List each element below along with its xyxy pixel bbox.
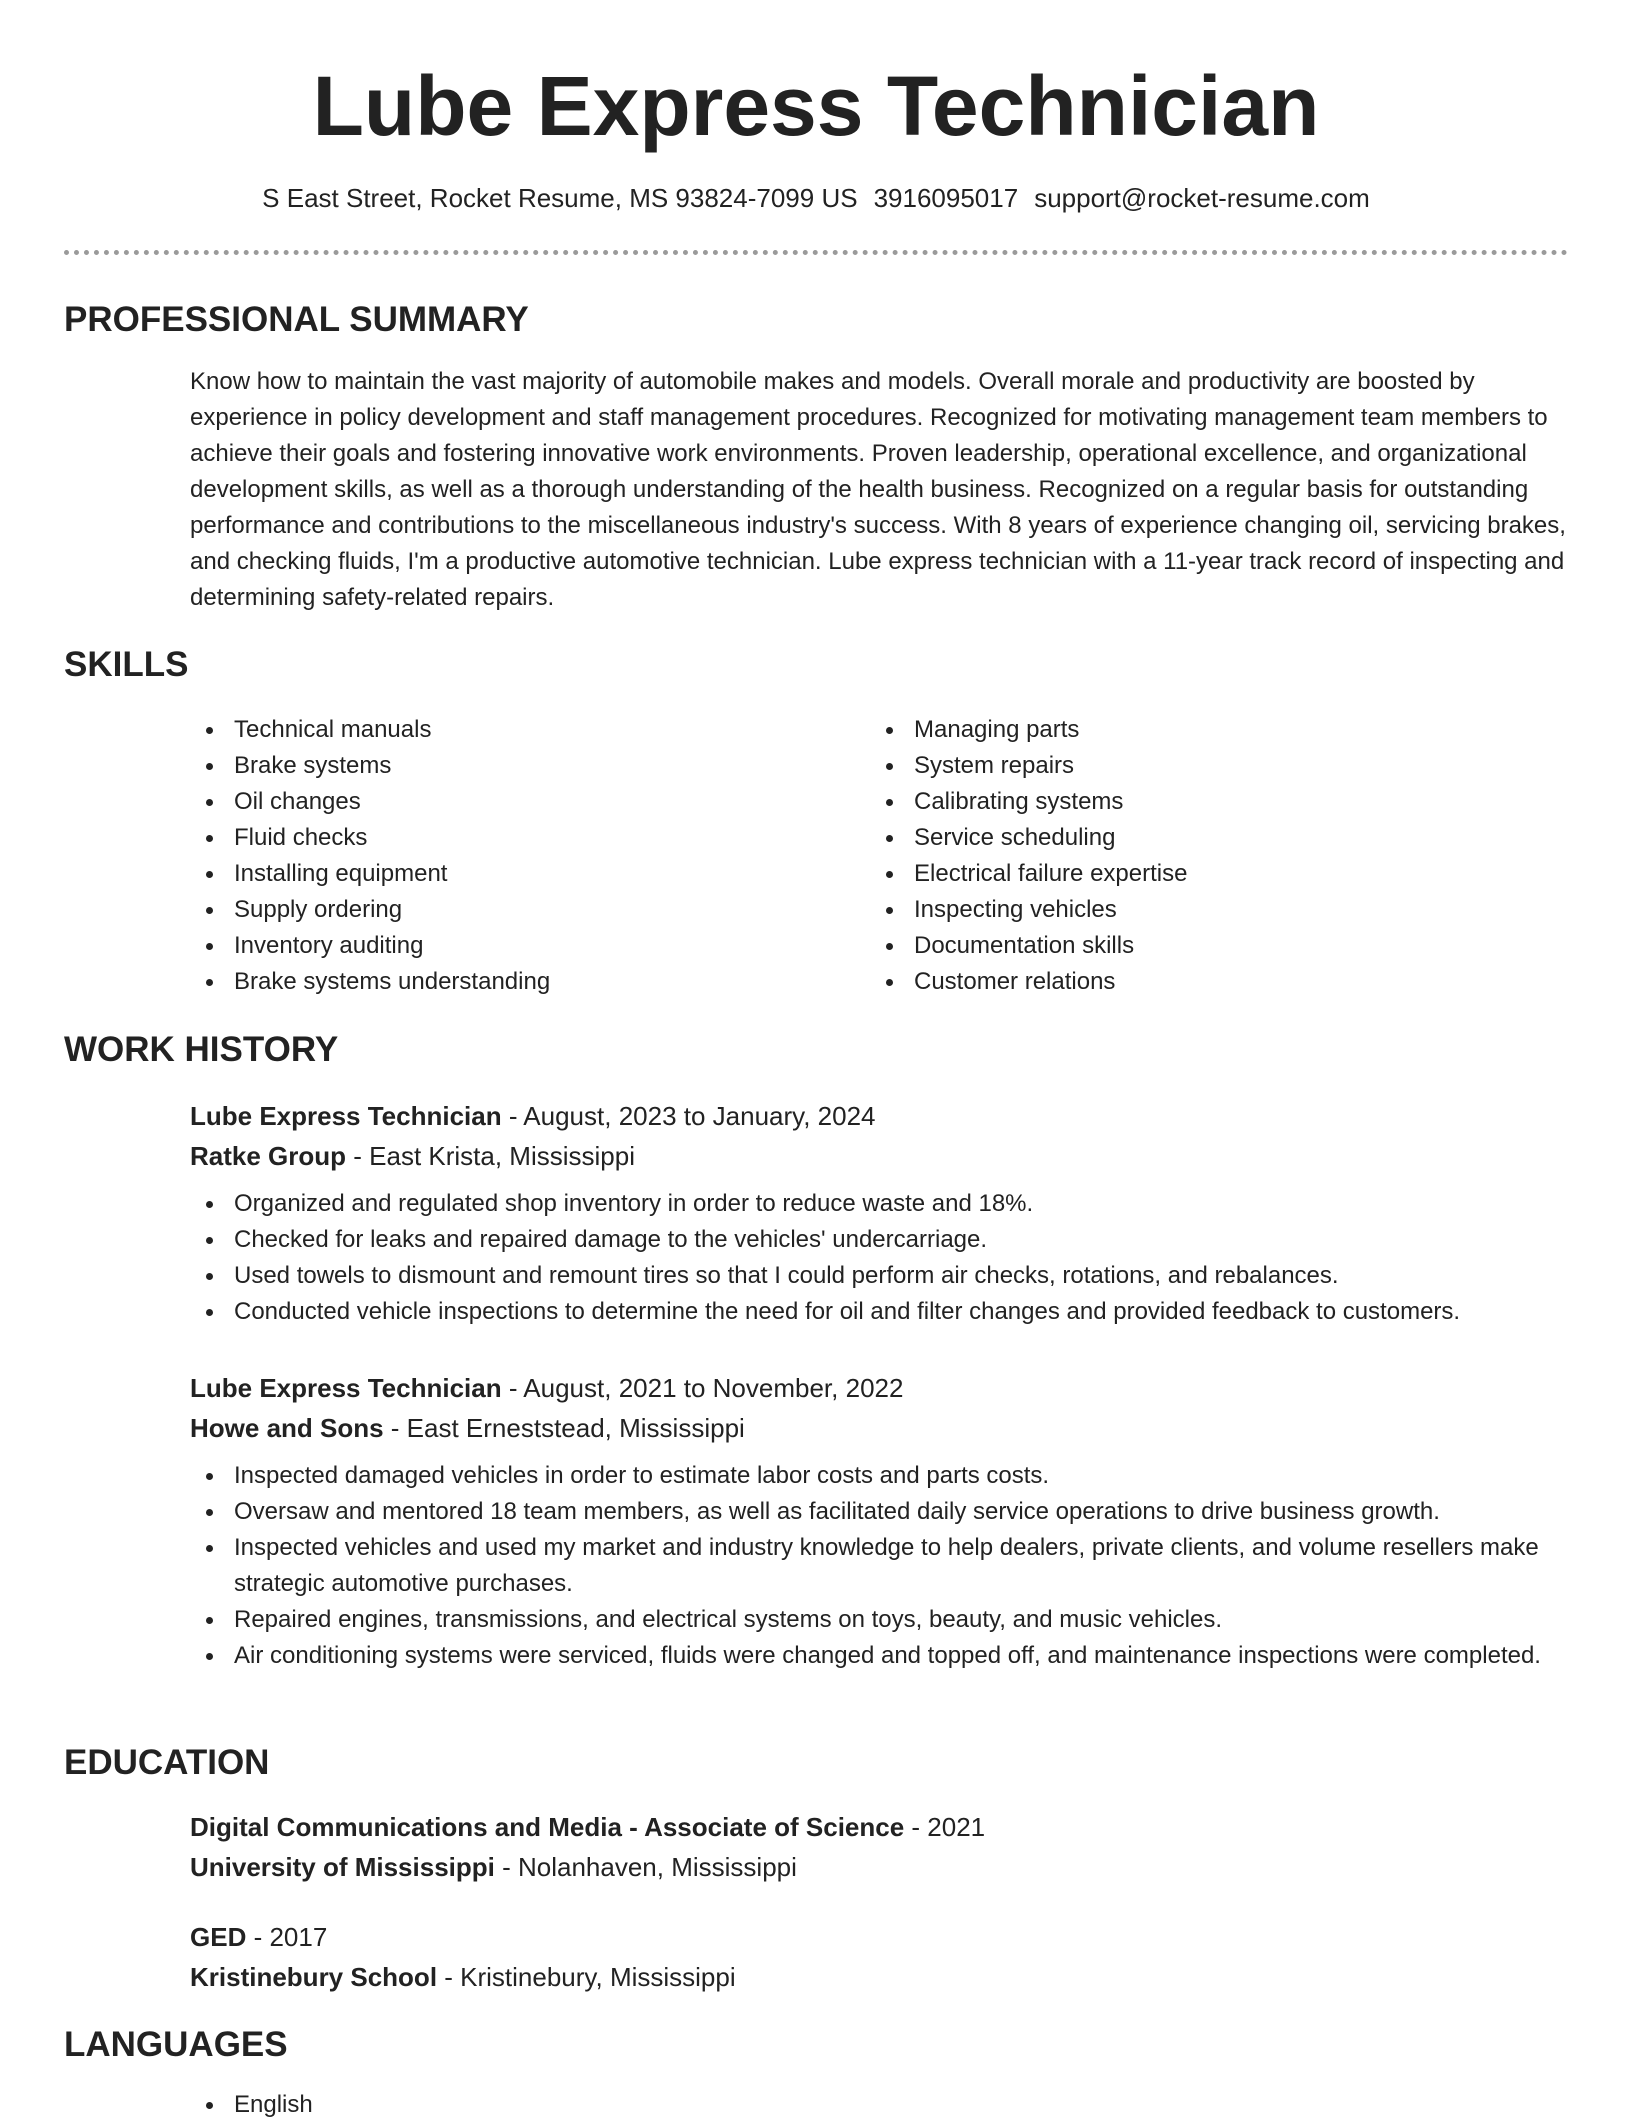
- skill-item: Documentation skills: [870, 928, 1470, 964]
- job-bullet: Conducted vehicle inspections to determine the need for oil and filter changes and provided feedback to customers.: [190, 1294, 1568, 1330]
- skill-item: Customer relations: [870, 964, 1470, 1000]
- education-school: University of Mississippi: [190, 1852, 495, 1882]
- job-title-line: [190, 1368, 1568, 1408]
- education-degree-line: [190, 1917, 1568, 1957]
- contact-email: support@rocket-resume.com: [1034, 183, 1370, 213]
- education-degree-line: [190, 1807, 1568, 1847]
- skill-item: Service scheduling: [870, 820, 1470, 856]
- contact-address: S East Street, Rocket Resume, MS 93824-7099 US: [262, 183, 858, 213]
- skill-item: Technical manuals: [190, 712, 790, 748]
- section-heading-summary: PROFESSIONAL SUMMARY: [64, 300, 529, 339]
- education-year: - 2021: [904, 1812, 986, 1842]
- language-item: English: [190, 2087, 1568, 2123]
- job-company-line: [190, 1136, 1568, 1176]
- job-bullet: Inspected damaged vehicles in order to estimate labor costs and parts costs.: [190, 1458, 1568, 1494]
- skill-item: Managing parts: [870, 712, 1470, 748]
- job-bullet: Air conditioning systems were serviced, fluids were changed and topped off, and maintenance inspections were completed.: [190, 1638, 1568, 1674]
- section-heading-education: EDUCATION: [64, 1743, 270, 1782]
- skill-item: Inventory auditing: [190, 928, 790, 964]
- job-title: Lube Express Technician: [190, 1373, 502, 1403]
- job-bullet: Used towels to dismount and remount tires so that I could perform air checks, rotations, and rebalances.: [190, 1258, 1568, 1294]
- job-bullet: Organized and regulated shop inventory in order to reduce waste and 18%.: [190, 1186, 1568, 1222]
- header-divider: [64, 250, 1568, 255]
- skill-item: Fluid checks: [190, 820, 790, 856]
- resume-title: Lube Express Technician: [312, 59, 1320, 153]
- skill-item: Electrical failure expertise: [870, 856, 1470, 892]
- education-school-line: [190, 1847, 1568, 1887]
- section-heading-skills: SKILLS: [64, 645, 189, 684]
- skill-item: System repairs: [870, 748, 1470, 784]
- job-entry: [190, 1368, 1568, 1674]
- languages-list: [190, 2087, 1568, 2123]
- summary-text: Know how to maintain the vast majority of automobile makes and models. Overall morale and productivity are boosted by experience in policy development and staff management procedures. Recognized for motivating management team members to achieve their goals and fostering innovative work environments. Proven leadership, operational excellence, and organizational development skills, as well as a thorough understanding of the health business. Recognized on a regular basis for outstanding performance and contributions to the miscellaneous industry's success. With 8 years of experience changing oil, servicing brakes, and checking fluids, I'm a productive automotive technician. Lube express technician with a 11-year track record of inspecting and determining safety-related repairs.: [190, 368, 1566, 611]
- education-year: - 2017: [246, 1922, 328, 1952]
- languages-section: [190, 2087, 1568, 2123]
- education-school: Kristinebury School: [190, 1962, 438, 1992]
- skill-item: Brake systems: [190, 748, 790, 784]
- job-company-line: [190, 1408, 1568, 1448]
- job-dates: - August, 2021 to November, 2022: [501, 1373, 904, 1403]
- job-location: - East Krista, Mississippi: [346, 1141, 635, 1171]
- skill-item: Brake systems understanding: [190, 964, 790, 1000]
- skill-item: Inspecting vehicles: [870, 892, 1470, 928]
- job-bullet: Checked for leaks and repaired damage to the vehicles' undercarriage.: [190, 1222, 1568, 1258]
- job-title: Lube Express Technician: [190, 1101, 502, 1131]
- job-bullets: [190, 1186, 1568, 1330]
- skill-item: Supply ordering: [190, 892, 790, 928]
- skills-list-right: [870, 712, 1470, 1000]
- section-heading-languages: LANGUAGES: [64, 2025, 288, 2064]
- job-title-line: [190, 1096, 1568, 1136]
- job-bullet: Inspected vehicles and used my market and industry knowledge to help dealers, private clients, and volume resellers make strategic automotive purchases.: [190, 1530, 1568, 1602]
- job-entry: [190, 1096, 1568, 1330]
- education-location: - Kristinebury, Mississippi: [437, 1962, 736, 1992]
- education-entry: [190, 1807, 1568, 1887]
- summary-section: [190, 364, 1568, 616]
- skills-column-right: [870, 712, 1470, 1000]
- education-entry: [190, 1917, 1568, 1997]
- job-company: Ratke Group: [190, 1141, 347, 1171]
- skills-column-left: [190, 712, 790, 1000]
- education-degree: GED: [190, 1922, 247, 1952]
- skills-list-left: [190, 712, 790, 1000]
- education-location: - Nolanhaven, Mississippi: [494, 1852, 797, 1882]
- skills-section: [190, 712, 1568, 1002]
- job-company: Howe and Sons: [190, 1413, 384, 1443]
- job-bullet: Repaired engines, transmissions, and electrical systems on toys, beauty, and music vehicles.: [190, 1602, 1568, 1638]
- skill-item: Installing equipment: [190, 856, 790, 892]
- job-dates: - August, 2023 to January, 2024: [501, 1101, 876, 1131]
- skill-item: Calibrating systems: [870, 784, 1470, 820]
- education-degree: Digital Communications and Media - Associate of Science: [190, 1812, 905, 1842]
- job-bullet: Oversaw and mentored 18 team members, as well as facilitated daily service operations to drive business growth.: [190, 1494, 1568, 1530]
- section-heading-work: WORK HISTORY: [64, 1030, 339, 1069]
- contact-phone: 3916095017: [873, 183, 1019, 213]
- contact-line: [64, 180, 1568, 216]
- skill-item: Oil changes: [190, 784, 790, 820]
- education-school-line: [190, 1957, 1568, 1997]
- job-location: - East Erneststead, Mississippi: [383, 1413, 745, 1443]
- job-bullets: [190, 1458, 1568, 1674]
